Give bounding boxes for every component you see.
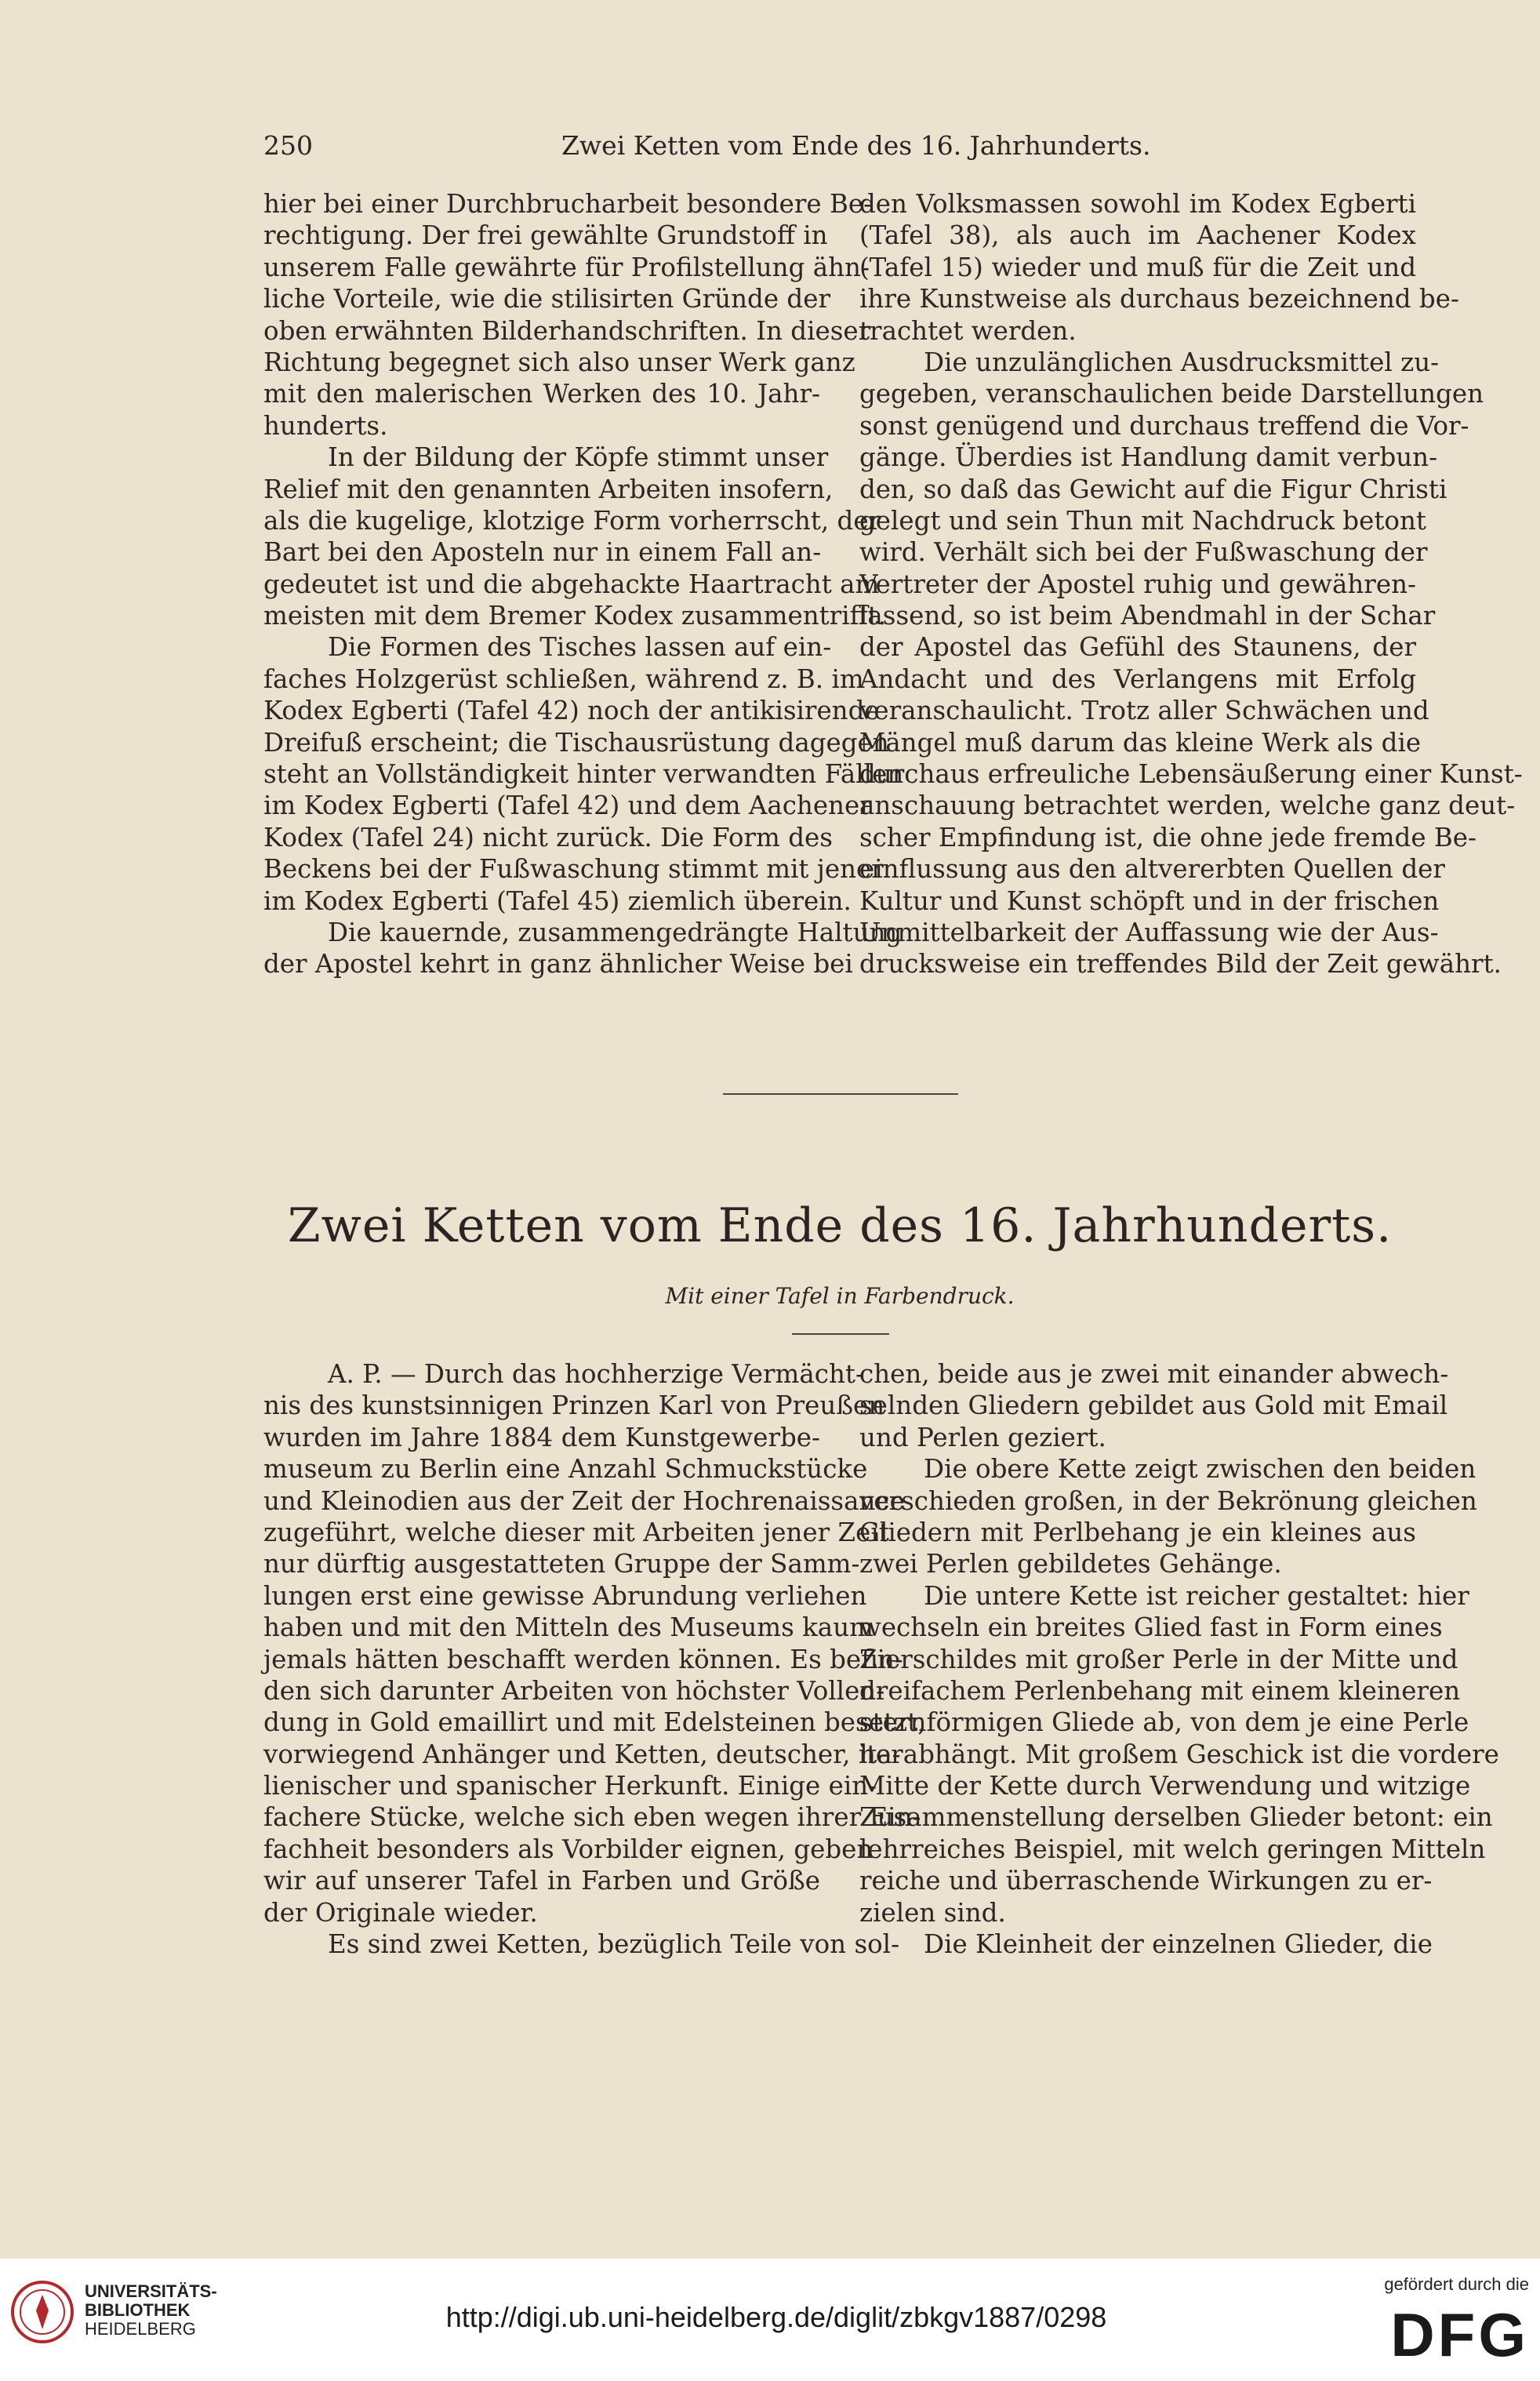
text-line: Die unzulänglichen Ausdrucksmittel zu- xyxy=(924,347,1440,377)
text-line: Mängel muß darum das kleine Werk als die xyxy=(859,727,1422,758)
text-line: Zusammenstellung derselben Glieder betont: ein xyxy=(859,1802,1493,1833)
text-line: verschieden großen, in der Bekrönung gleichen xyxy=(859,1485,1477,1516)
text-line: gegeben, veranschaulichen beide Darstellungen xyxy=(859,379,1484,409)
text-line: rechtigung. Der frei gewählte Grundstoff in xyxy=(263,220,828,251)
footer-bar xyxy=(0,2259,1540,2381)
text-line: wir auf unserer Tafel in Farben und Größe xyxy=(263,1866,820,1896)
article-right-column xyxy=(859,1358,1499,1960)
text-line: der Apostel das Gefühl des Staunens, der xyxy=(859,632,1416,663)
text-line: sternförmigen Gliede ab, von dem je eine Perle xyxy=(859,1707,1469,1738)
text-line: Die kauernde, zusammengedrängte Haltung xyxy=(328,917,903,947)
library-name-line3: HEIDELBERG xyxy=(85,2319,196,2339)
text-line: Kultur und Kunst schöpft und in der frischen xyxy=(859,885,1440,916)
text-line: lehrreiches Beispiel, mit welch geringen Mitteln xyxy=(859,1834,1486,1864)
text-line: reiche und überraschende Wirkungen zu er- xyxy=(859,1866,1433,1896)
text-line: Die obere Kette zeigt zwischen den beiden xyxy=(924,1454,1476,1485)
prev-article-right-column xyxy=(859,188,1523,980)
text-line: Die untere Kette ist reicher gestaltet: hier xyxy=(924,1580,1469,1611)
text-line: dung in Gold emaillirt und mit Edelsteinen besetzt, xyxy=(263,1707,926,1738)
text-line: selnden Gliedern gebildet aus Gold mit Email xyxy=(859,1390,1448,1421)
text-line: trachtet werden. xyxy=(859,315,1077,346)
text-line: sonst genügend und durchaus treffend die Vor- xyxy=(859,410,1469,441)
text-line: einflussung aus den altvererbten Quellen der xyxy=(859,854,1445,885)
text-line: lassend, so ist beim Abendmahl in der Schar xyxy=(859,601,1436,631)
text-line: drucksweise ein treffendes Bild der Zeit gewährt. xyxy=(859,949,1502,980)
text-line: Richtung begegnet sich also unser Werk ganz xyxy=(263,347,855,377)
text-line: fachere Stücke, welche sich eben wegen ihrer Ein- xyxy=(263,1802,921,1833)
text-line: A. P. — Durch das hochherzige Vermächt- xyxy=(328,1359,864,1389)
text-line: gedeutet ist und die abgehackte Haartracht am xyxy=(263,569,880,599)
text-line: Gliedern mit Perlbehang je ein kleines aus xyxy=(859,1517,1416,1547)
library-name xyxy=(85,2282,249,2339)
text-line: Die Kleinheit der einzelnen Glieder, die xyxy=(924,1929,1433,1960)
text-line: (Tafel 15) wieder und muß für die Zeit und xyxy=(859,252,1416,282)
text-line: fachheit besonders als Vorbilder eignen, geben xyxy=(263,1834,874,1864)
text-line: Relief mit den genannten Arbeiten insofern, xyxy=(263,474,834,504)
text-line: scher Empfindung ist, die ohne jede fremde Be- xyxy=(859,822,1476,852)
text-line: lungen erst eine gewisse Abrundung verliehen xyxy=(263,1580,867,1611)
section-divider xyxy=(723,1093,958,1095)
text-line: faches Holzgerüst schließen, während z. B. im xyxy=(263,663,864,694)
text-line: lienischer und spanischer Herkunft. Einige ein- xyxy=(263,1771,877,1801)
text-line: haben und mit den Mitteln des Museums kaum xyxy=(263,1612,874,1643)
text-line: Zierschildes mit großer Perle in der Mitte und xyxy=(859,1644,1458,1674)
text-line: vorwiegend Anhänger und Ketten, deutscher, ita- xyxy=(263,1739,901,1769)
text-line: der Originale wieder. xyxy=(263,1897,538,1928)
text-line: Die Formen des Tisches lassen auf ein- xyxy=(328,632,832,663)
text-line: den, so daß das Gewicht auf die Figur Christi xyxy=(859,474,1447,504)
source-url-link[interactable]: http://digi.ub.uni-heidelberg.de/diglit/zbkgv1887/0298 xyxy=(445,2301,1107,2333)
text-line: Bart bei den Aposteln nur in einem Fall an- xyxy=(263,537,822,568)
text-line: chen, beide aus je zwei mit einander abwech- xyxy=(859,1359,1449,1389)
text-line: veranschaulicht. Trotz aller Schwächen und xyxy=(859,696,1429,726)
text-line: den Volksmassen sowohl im Kodex Egberti xyxy=(859,189,1416,219)
text-line: im Kodex Egberti (Tafel 45) ziemlich überein. xyxy=(263,885,852,916)
article-title: Zwei Ketten vom Ende des 16. Jahrhunderts. xyxy=(287,1198,1393,1253)
text-line: oben erwähnten Bilderhandschriften. In dieser xyxy=(263,315,871,346)
text-line: und Kleinodien aus der Zeit der Hochrenaissance xyxy=(263,1485,905,1516)
text-line: im Kodex Egberti (Tafel 42) und dem Aachener xyxy=(263,791,872,821)
text-line: Kodex Egberti (Tafel 42) noch der antikisirende xyxy=(263,696,880,726)
text-line: Kodex (Tafel 24) nicht zurück. Die Form des xyxy=(263,822,833,852)
text-line: gänge. Überdies ist Handlung damit verbun- xyxy=(859,442,1438,473)
text-line: hunderts. xyxy=(263,410,388,441)
text-line: den sich darunter Arbeiten von höchster Vollen- xyxy=(263,1675,885,1706)
running-head xyxy=(263,130,1416,169)
text-line: nis des kunstsinnigen Prinzen Karl von Preußen xyxy=(263,1390,885,1421)
text-line: Es sind zwei Ketten, bezüglich Teile von sol- xyxy=(328,1929,900,1960)
text-line: und Perlen geziert. xyxy=(859,1422,1106,1452)
text-line: nur dürftig ausgestatteten Gruppe der Samm- xyxy=(263,1549,860,1579)
text-line: zwei Perlen gebildetes Gehänge. xyxy=(859,1549,1282,1579)
text-line: zugeführt, welche dieser mit Arbeiten jener Zeit xyxy=(263,1517,889,1547)
text-line: Mitte der Kette durch Verwendung und witzige xyxy=(859,1771,1471,1801)
library-name-line2: BIBLIOTHEK xyxy=(85,2300,191,2320)
text-line: wird. Verhält sich bei der Fußwaschung der xyxy=(859,537,1428,568)
text-line: anschauung betrachtet werden, welche ganz deut- xyxy=(859,791,1516,821)
text-line: Beckens bei der Fußwaschung stimmt mit jener xyxy=(263,854,884,885)
text-line: jemals hätten beschafft werden können. Es befin- xyxy=(263,1644,903,1674)
text-line: gelegt und sein Thun mit Nachdruck betont xyxy=(859,505,1426,536)
subtitle-divider xyxy=(792,1333,889,1335)
text-line: meisten mit dem Bremer Kodex zusammentrifft. xyxy=(263,601,887,631)
text-line: In der Bildung der Köpfe stimmt unser xyxy=(328,442,829,473)
running-title: Zwei Ketten vom Ende des 16. Jahrhunderts. xyxy=(561,130,1151,161)
text-line: Andacht und des Verlangens mit Erfolg xyxy=(859,663,1416,694)
text-line: wurden im Jahre 1884 dem Kunstgewerbe- xyxy=(263,1422,820,1452)
prev-article-left-column xyxy=(263,188,904,980)
text-line: ihre Kunstweise als durchaus bezeichnend be- xyxy=(859,284,1459,314)
text-line: Vertreter der Apostel ruhig und gewähren- xyxy=(859,569,1416,599)
university-seal-icon xyxy=(9,2279,75,2345)
text-line: wechseln ein breites Glied fast in Form eines xyxy=(859,1612,1443,1643)
text-line: zielen sind. xyxy=(859,1897,1006,1928)
text-line: durchaus erfreuliche Lebensäußerung einer Kunst- xyxy=(859,759,1523,790)
dfg-logo: DFG xyxy=(1390,2300,1529,2369)
article-subtitle: Mit einer Tafel in Farbendruck. xyxy=(665,1283,1015,1309)
text-line: steht an Vollständigkeit hinter verwandten Fällen xyxy=(263,759,904,790)
text-line: herabhängt. Mit großem Geschick ist die vordere xyxy=(859,1739,1499,1769)
text-line: mit den malerischen Werken des 10. Jahr- xyxy=(263,379,820,409)
text-line: (Tafel 38), als auch im Aachener Kodex xyxy=(859,220,1416,251)
funded-by-label: gefördert durch die xyxy=(1384,2274,1529,2294)
text-line: als die kugelige, klotzige Form vorherrscht, der xyxy=(263,505,881,536)
page-number: 250 xyxy=(263,130,313,161)
article-left-column xyxy=(263,1358,926,1960)
text-line: hier bei einer Durchbrucharbeit besondere Be- xyxy=(263,189,873,219)
text-line: der Apostel kehrt in ganz ähnlicher Weise bei xyxy=(263,949,853,980)
text-line: Dreifuß erscheint; die Tischausrüstung dagegen xyxy=(263,727,889,758)
text-line: dreifachem Perlenbehang mit einem kleineren xyxy=(859,1675,1461,1706)
library-name-line1: UNIVERSITÄTS- xyxy=(85,2281,217,2301)
text-line: liche Vorteile, wie die stilisirten Gründe der xyxy=(263,284,830,314)
text-line: unserem Falle gewährte für Profilstellung ähn- xyxy=(263,252,870,282)
text-line: museum zu Berlin eine Anzahl Schmuckstücke xyxy=(263,1454,868,1485)
text-line: Unmittelbarkeit der Auffassung wie der Aus- xyxy=(859,917,1439,947)
